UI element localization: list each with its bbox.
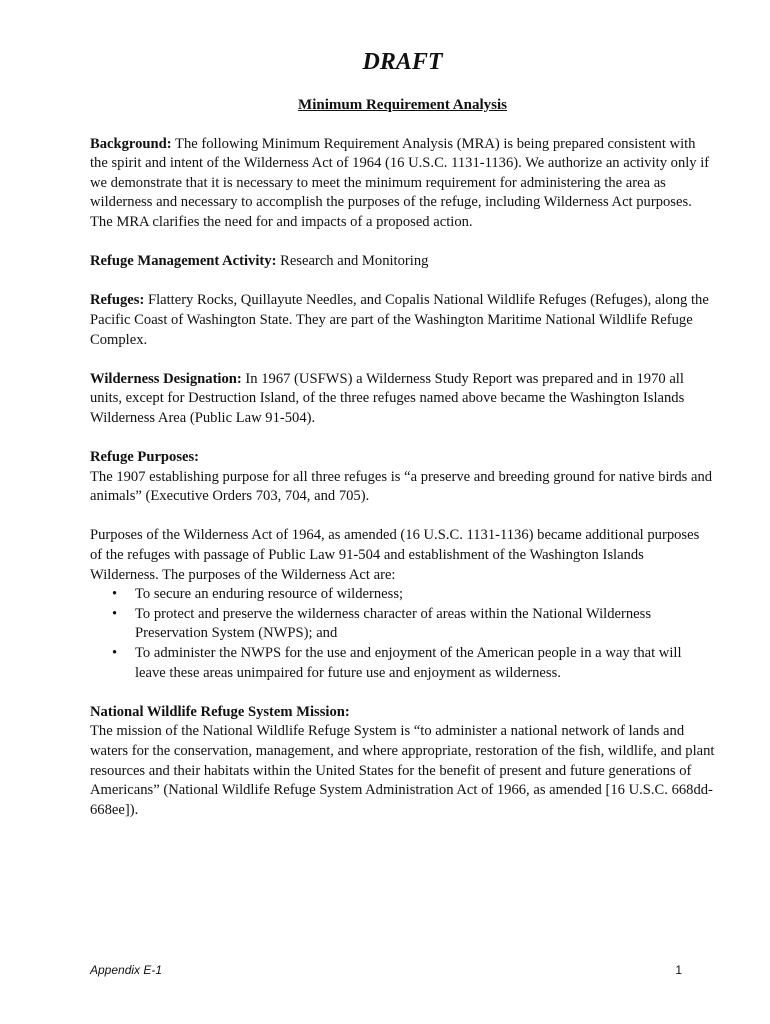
list-item bbox=[112, 644, 715, 683]
background-paragraph bbox=[90, 135, 715, 233]
wilderness-purposes-list bbox=[90, 585, 715, 683]
refuges-label: Refuges: bbox=[90, 292, 145, 309]
wilderness-purposes-intro: Purposes of the Wilderness Act of 1964, as amended (16 U.S.C. 1131-1136) became additional purposes of the refuges with passage of Public Law 91-504 and establishment of the Washington Islands Wilderness. The purposes of the Wilderness Act are: bbox=[90, 527, 700, 583]
background-text: The following Minimum Requirement Analysis (MRA) is being prepared consistent with the spirit and intent of the Wilderness Act of 1964 (16 U.S.C. 1131-1136). We authorize an activity only if we demonstrate that it is necessary to meet the minimum requirement for administering the area as wilderness and necessary to accomplish the purposes of the refuge, including Wilderness Act purposes. The MRA clarifies the need for and impacts of a proposed action. bbox=[90, 135, 710, 230]
list-item-text: To protect and preserve the wilderness character of areas within the National Wilderness Preservation System (NWPS); and bbox=[135, 605, 651, 642]
background-label: Background: bbox=[90, 135, 172, 152]
list-item bbox=[112, 605, 715, 644]
wilderness-designation-text: In 1967 (USFWS) a Wilderness Study Report was prepared and in 1970 all units, except for Destruction Island, of the three refuges named above became the Washington Islands Wilderness Area (Public Law 91-504). bbox=[90, 370, 685, 426]
activity-text: Research and Monitoring bbox=[276, 253, 429, 270]
bullet-icon: • bbox=[112, 605, 118, 622]
system-mission-heading: National Wildlife Refuge System Mission: bbox=[90, 703, 350, 720]
activity-paragraph bbox=[90, 252, 715, 272]
appendix-label: Appendix E-1 bbox=[90, 963, 163, 977]
refuges-paragraph bbox=[90, 291, 715, 350]
list-item bbox=[112, 585, 715, 605]
system-mission-text: The mission of the National Wildlife Refuge System is “to administer a national network of lands and waters for the conservation, management, and where appropriate, restoration of the fish, wildlife, and plant resources and their habitats within the United States for the benefit of present and future generations of Americans” (National Wildlife Refuge System Administration Act of 1966, as amended [16 U.S.C. 668dd-668ee]). bbox=[90, 723, 715, 818]
bullet-icon: • bbox=[112, 586, 118, 603]
refuge-purposes-heading: Refuge Purposes: bbox=[90, 449, 200, 466]
activity-label: Refuge Management Activity: bbox=[90, 253, 277, 270]
wilderness-designation-paragraph bbox=[90, 370, 715, 429]
bullet-icon: • bbox=[112, 645, 118, 662]
draft-watermark-heading: DRAFT bbox=[362, 49, 443, 75]
page-number: 1 bbox=[675, 963, 682, 977]
document-page bbox=[90, 48, 715, 820]
page-footer bbox=[90, 962, 682, 978]
list-item-text: To secure an enduring resource of wilderness; bbox=[135, 586, 404, 603]
refuges-text: Flattery Rocks, Quillayute Needles, and Copalis National Wildlife Refuges (Refuges), along the Pacific Coast of Washington State. They are part of the Washington Maritime National Wildlife Refuge Complex. bbox=[90, 292, 709, 348]
document-title: Minimum Requirement Analysis bbox=[298, 97, 507, 113]
list-item-text: To administer the NWPS for the use and enjoyment of the American people in a way that will leave these areas unimpaired for future use and enjoyment as wilderness. bbox=[135, 645, 682, 681]
wilderness-designation-label: Wilderness Designation: bbox=[90, 370, 242, 387]
refuge-purposes-text: The 1907 establishing purpose for all three refuges is “a preserve and breeding ground for native birds and animals” (Executive Orders 703, 704, and 705). bbox=[90, 468, 713, 505]
